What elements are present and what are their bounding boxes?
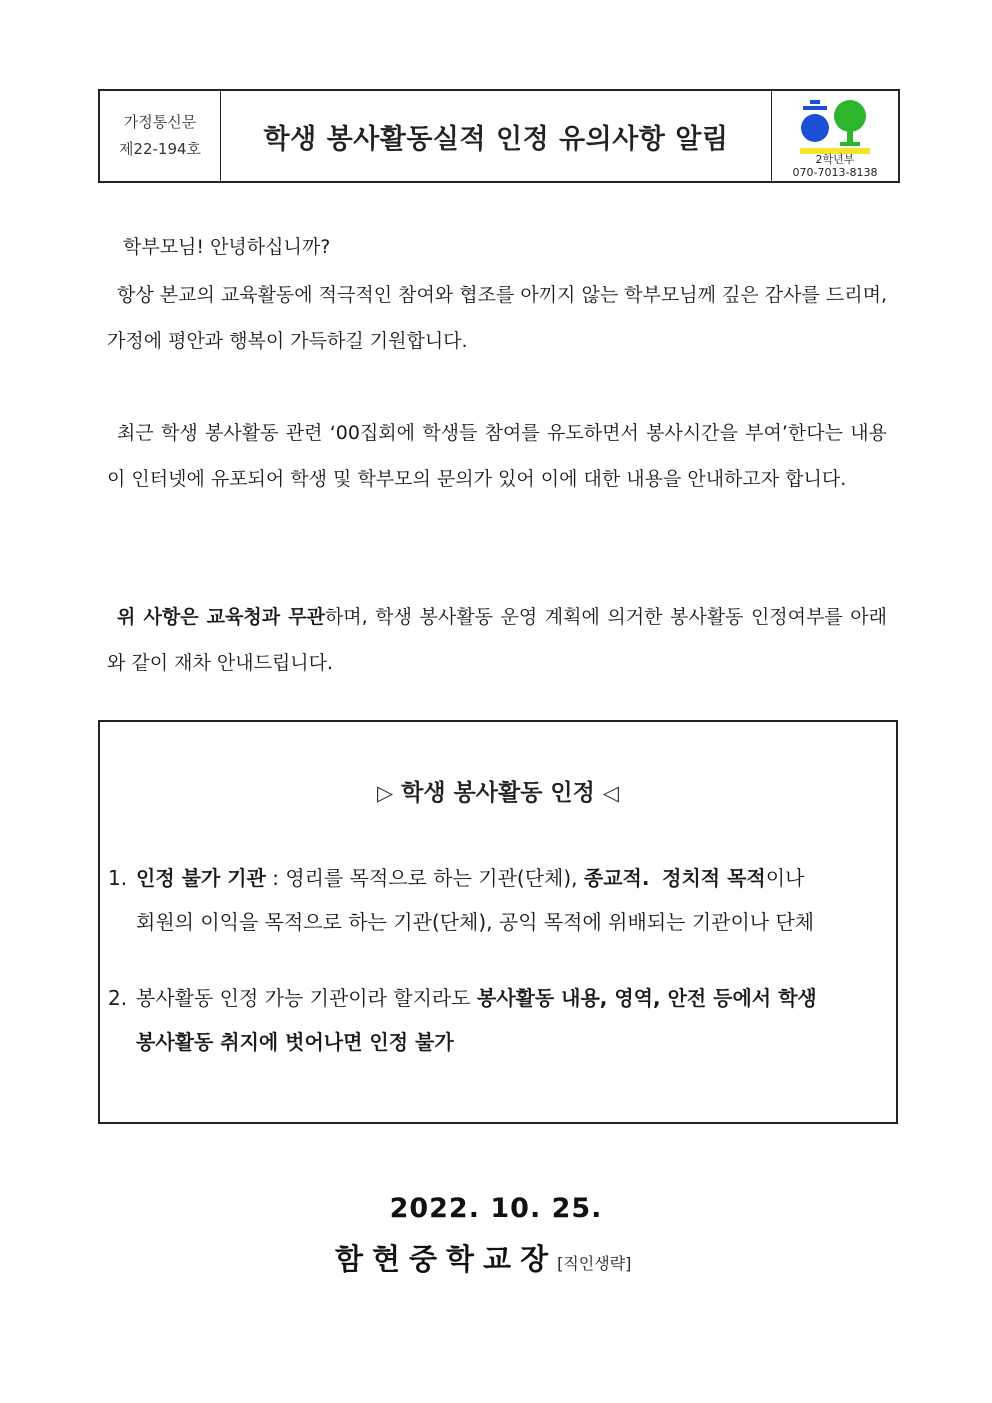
paragraph-thanks: 항상 본교의 교육활동에 적극적인 참여와 협조를 아끼지 않는 학부모님께 깊은 감사를 드리며, 가정에 평안과 행복이 가득하길 기원합니다.	[107, 284, 887, 352]
doc-info-cell	[100, 91, 221, 181]
item-number: 1.	[108, 866, 128, 890]
principal-signature	[335, 1237, 631, 1278]
doc-type: 가정통신문	[123, 113, 197, 131]
school-logo-cell	[771, 91, 898, 181]
box-title-text: 학생 봉사활동 인정	[401, 780, 595, 806]
recognition-box	[98, 720, 898, 1124]
item-bold: 인정 불가 기관	[136, 866, 266, 890]
paragraph-background: 최근 학생 봉사활동 관련 ‘00집회에 학생들 참여를 유도하면서 봉사시간을 부여’한다는 내용이 인터넷에 유포되어 학생 및 학부모의 문의가 있어 이에 대한 내용을 안내하고자 합니다.	[107, 422, 887, 490]
item-continuation: 회원의 이익을 목적으로 하는 기관(단체), 공익 목적에 위배되는 기관이나 단체	[136, 910, 815, 934]
issue-date: 2022. 10. 25.	[389, 1193, 603, 1224]
triangle-right-icon: ▷	[376, 781, 394, 805]
phone-number: 070-7013-8138	[792, 166, 878, 179]
notice-title: 학생 봉사활동실적 인정 유의사항 알림	[263, 123, 729, 155]
seal-omitted-note: [직인생략]	[557, 1254, 632, 1273]
emphasis-unrelated: 위 사항은 교육청과 무관	[117, 606, 325, 628]
item-number: 2.	[108, 986, 128, 1010]
paragraph-notice	[107, 594, 887, 686]
item-bold: 봉사활동 내용, 영역, 안전 등에서 학생	[476, 986, 817, 1010]
item-text: 봉사활동 인정 가능 기관이라 할지라도	[136, 986, 477, 1010]
school-logo-icon	[800, 98, 870, 154]
list-item	[108, 856, 888, 944]
notice-header	[98, 89, 900, 183]
item-bold: 종교적.	[583, 866, 650, 890]
item-continuation: 봉사활동 취지에 벗어나면 인정 불가	[136, 1030, 454, 1054]
principal-name: 함현중학교장	[335, 1242, 558, 1276]
item-text: : 영리를 목적으로 하는 기관(단체),	[265, 866, 584, 890]
item-gap	[649, 866, 662, 890]
doc-number: 제22-194호	[118, 140, 202, 158]
box-title	[100, 774, 896, 807]
department-label: 2학년부	[815, 153, 855, 166]
list-item	[108, 976, 888, 1064]
greeting: 학부모님! 안녕하십니까?	[123, 236, 331, 258]
item-text: 이나	[765, 866, 805, 890]
triangle-left-icon: ◁	[602, 781, 620, 805]
item-bold: 정치적 목적	[662, 866, 766, 890]
paragraph-notice-rest: 하며, 학생 봉사활동 운영 계획에 의거한 봉사활동 인정여부를 아래와 같이 재차 안내드립니다.	[107, 606, 887, 674]
